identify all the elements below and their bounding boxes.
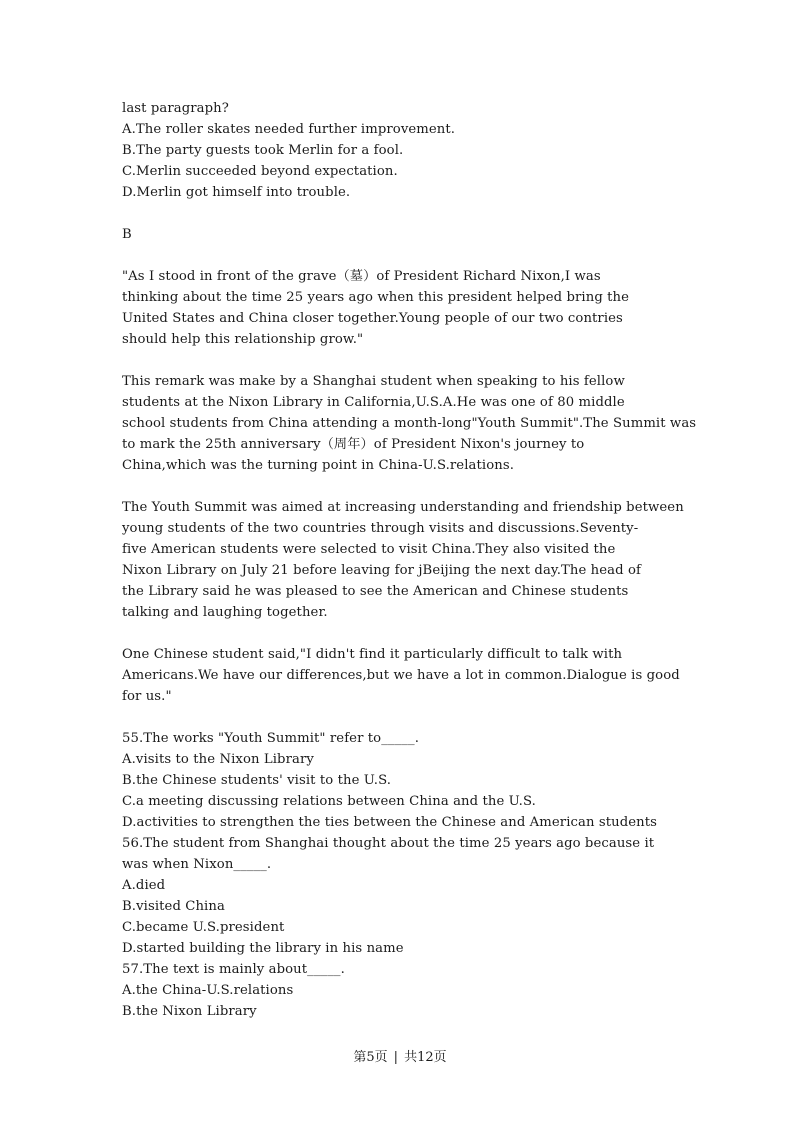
option-a: A.visits to the Nixon Library [122,752,314,767]
paragraph-line: school students from China attending a month-long"Youth Summit".The Summit was [122,416,697,431]
paragraph-line: United States and China closer together.Young people of our two contries [122,311,623,326]
question-55 [122,728,692,833]
paragraph-1 [122,266,692,350]
paragraph-line: should help this relationship grow." [122,332,364,347]
option-b: B.visited China [122,899,225,914]
page-number: 第5页 [353,1050,388,1065]
option-d: D.started building the library in his name [122,941,404,956]
paragraph-line: thinking about the time 25 years ago when this president helped bring the [122,290,630,305]
option-c: C.a meeting discussing relations between China and the U.S. [122,794,536,809]
paragraph-line: to mark the 25th anniversary（周年）of President Nixon's journey to [122,437,585,452]
option-b: B.The party guests took Merlin for a fool. [122,143,404,158]
option-a: A.died [122,878,166,893]
option-d: D.activities to strengthen the ties between the Chinese and American students [122,815,658,830]
option-b: B.the Chinese students' visit to the U.S. [122,773,392,788]
question-stem: 56.The student from Shanghai thought about the time 25 years ago because it [122,836,655,851]
paragraph-line: Nixon Library on July 21 before leaving for jBeijing the next day.The head of [122,563,641,578]
paragraph-2 [122,371,697,476]
question-stem-tail: last paragraph? [122,101,229,116]
paragraph-line: students at the Nixon Library in California,U.S.A.He was one of 80 middle [122,395,625,410]
paragraph-line: Americans.We have our differences,but we have a lot in common.Dialogue is good [122,668,680,683]
option-b: B.the Nixon Library [122,1004,257,1019]
question-stem: 55.The works "Youth Summit" refer to_____. [122,731,419,746]
paragraph-line: for us." [122,689,172,704]
document-body [122,98,697,1022]
option-a: A.The roller skates needed further improvement. [122,122,456,137]
question-56 [122,833,692,959]
paragraph-3 [122,497,692,623]
paragraph-line: the Library said he was pleased to see the American and Chinese students [122,584,629,599]
question-57 [122,959,692,1022]
paragraph-line: China,which was the turning point in China-U.S.relations. [122,458,514,473]
option-c: C.became U.S.president [122,920,285,935]
paragraph-line: five American students were selected to visit China.They also visited the [122,542,616,557]
paragraph-line: young students of the two countries through visits and discussions.Seventy- [122,521,639,536]
page-footer [0,1046,800,1065]
footer-separator: | [393,1050,399,1065]
question-stem: 57.The text is mainly about_____. [122,962,345,977]
paragraph-4 [122,644,692,707]
paragraph-line: This remark was make by a Shanghai student when speaking to his fellow [122,374,625,389]
question-stem: was when Nixon_____. [122,857,272,872]
page-total: 共12页 [404,1050,447,1065]
option-a: A.the China-U.S.relations [122,983,294,998]
section-label: B [122,227,132,242]
paragraph-line: One Chinese student said,"I didn't find it particularly difficult to talk with [122,647,623,662]
option-d: D.Merlin got himself into trouble. [122,185,351,200]
paragraph-line: "As I stood in front of the grave（墓）of President Richard Nixon,I was [122,269,601,284]
paragraph-line: The Youth Summit was aimed at increasing understanding and friendship between [122,500,684,515]
option-c: C.Merlin succeeded beyond expectation. [122,164,398,179]
paragraph-line: talking and laughing together. [122,605,328,620]
